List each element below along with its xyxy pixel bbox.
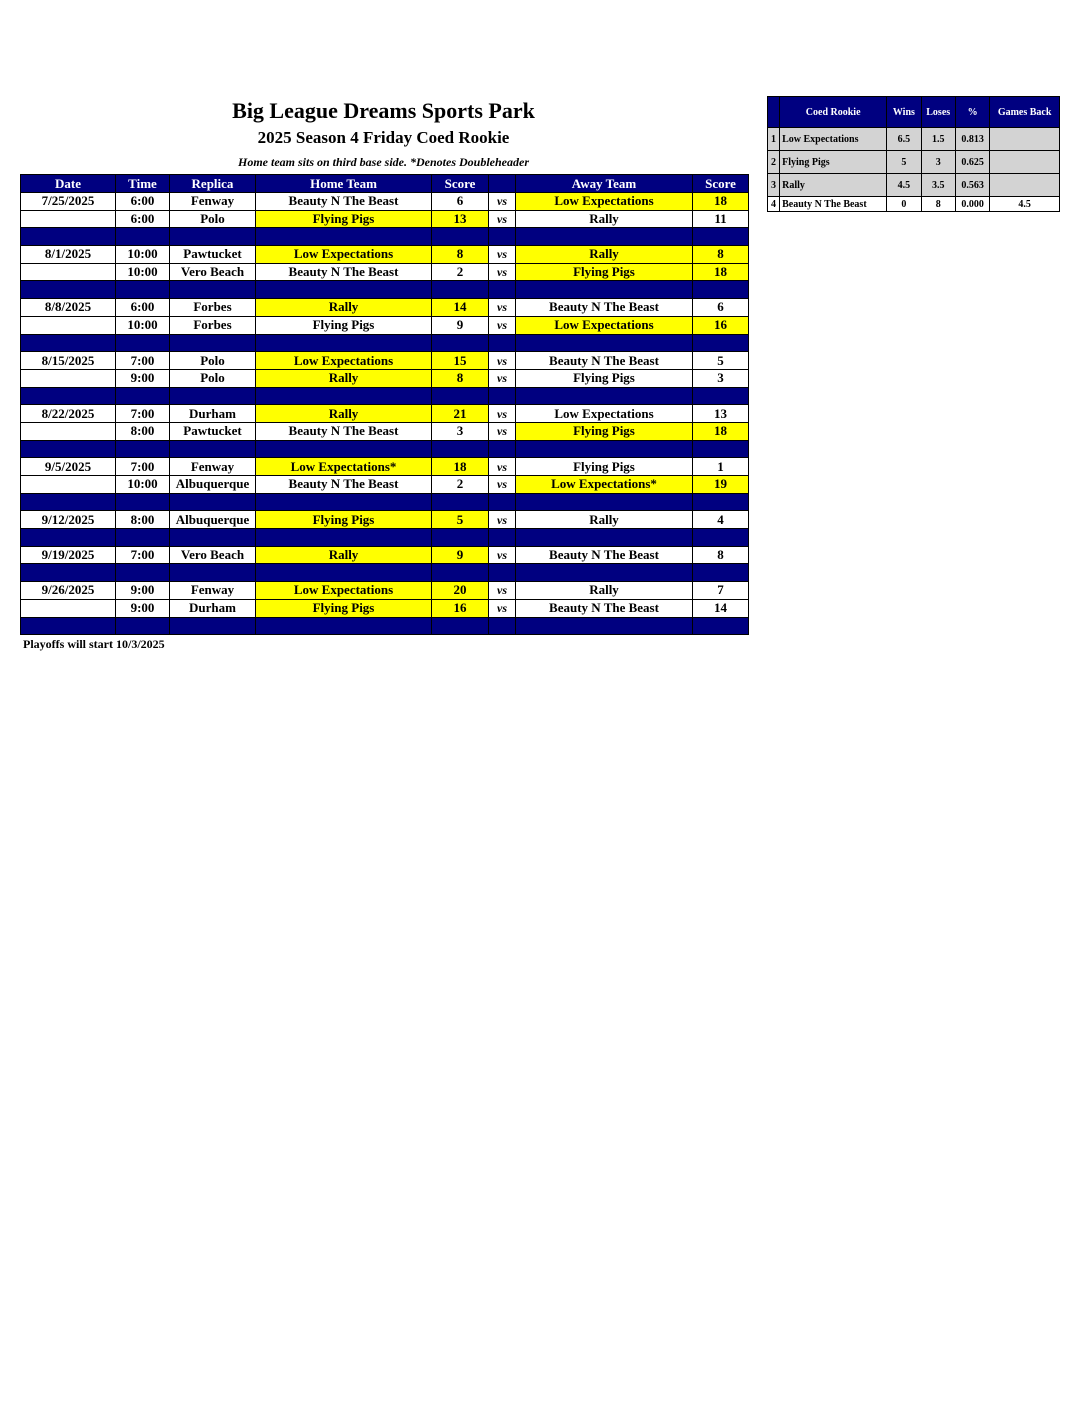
game-time: 7:00 — [116, 546, 170, 564]
separator-cell — [256, 387, 432, 405]
separator-cell — [693, 440, 749, 458]
separator-cell — [516, 617, 693, 635]
away-team: Low Expectations — [516, 405, 693, 423]
standings-team: Low Expectations — [780, 128, 887, 151]
separator-cell — [21, 334, 116, 352]
separator-cell — [21, 529, 116, 547]
game-time: 7:00 — [116, 352, 170, 370]
standings-row — [768, 128, 1060, 151]
separator-cell — [116, 334, 170, 352]
separator-cell — [170, 529, 256, 547]
separator-cell — [256, 281, 432, 299]
game-row — [21, 458, 749, 476]
separator-cell — [693, 564, 749, 582]
col-time: Time — [116, 175, 170, 193]
away-team: Low Expectations* — [516, 476, 693, 494]
separator-cell — [170, 493, 256, 511]
separator-cell — [432, 529, 489, 547]
separator-cell — [256, 564, 432, 582]
vs-label: vs — [489, 193, 516, 211]
game-replica: Polo — [170, 369, 256, 387]
separator-cell — [516, 387, 693, 405]
separator-cell — [432, 617, 489, 635]
separator-cell — [489, 334, 516, 352]
home-score: 21 — [432, 405, 489, 423]
home-team: Flying Pigs — [256, 316, 432, 334]
game-row — [21, 476, 749, 494]
separator-cell — [432, 387, 489, 405]
standings-loses: 3 — [921, 151, 955, 174]
away-score: 8 — [693, 246, 749, 264]
separator-cell — [693, 387, 749, 405]
game-time: 8:00 — [116, 511, 170, 529]
standings-body — [768, 128, 1060, 212]
home-team: Beauty N The Beast — [256, 263, 432, 281]
home-team: Beauty N The Beast — [256, 422, 432, 440]
schedule-table — [20, 174, 749, 635]
separator-cell — [432, 334, 489, 352]
home-team: Low Expectations — [256, 582, 432, 600]
game-time: 10:00 — [116, 316, 170, 334]
standings-row — [768, 174, 1060, 197]
page-subtitle: 2025 Season 4 Friday Coed Rookie — [257, 128, 510, 147]
away-score: 18 — [693, 193, 749, 211]
home-team: Low Expectations* — [256, 458, 432, 476]
game-replica: Albuquerque — [170, 511, 256, 529]
week-separator-row — [21, 493, 749, 511]
game-row — [21, 599, 749, 617]
game-date: 8/1/2025 — [21, 246, 116, 264]
col-home-team: Home Team — [256, 175, 432, 193]
standings-wins: 6.5 — [887, 128, 921, 151]
away-team: Rally — [516, 246, 693, 264]
game-date — [21, 599, 116, 617]
separator-cell — [256, 529, 432, 547]
week-separator-row — [21, 440, 749, 458]
separator-cell — [489, 440, 516, 458]
separator-cell — [693, 281, 749, 299]
separator-cell — [170, 228, 256, 246]
game-row — [21, 582, 749, 600]
separator-cell — [116, 387, 170, 405]
away-score: 18 — [693, 422, 749, 440]
away-team: Beauty N The Beast — [516, 352, 693, 370]
separator-cell — [693, 493, 749, 511]
schedule-body — [21, 193, 749, 635]
away-score: 3 — [693, 369, 749, 387]
away-team: Rally — [516, 511, 693, 529]
separator-cell — [116, 440, 170, 458]
separator-cell — [116, 617, 170, 635]
home-score: 9 — [432, 316, 489, 334]
away-team: Flying Pigs — [516, 422, 693, 440]
game-date: 9/12/2025 — [21, 511, 116, 529]
separator-cell — [432, 440, 489, 458]
separator-cell — [693, 334, 749, 352]
separator-cell — [489, 281, 516, 299]
standings-pct: 0.563 — [955, 174, 989, 197]
game-replica: Forbes — [170, 316, 256, 334]
vs-label: vs — [489, 299, 516, 317]
game-time: 9:00 — [116, 369, 170, 387]
away-team: Low Expectations — [516, 193, 693, 211]
game-row — [21, 263, 749, 281]
vs-label: vs — [489, 210, 516, 228]
vs-label: vs — [489, 246, 516, 264]
separator-cell — [693, 617, 749, 635]
separator-cell — [170, 440, 256, 458]
away-team: Beauty N The Beast — [516, 546, 693, 564]
game-date — [21, 476, 116, 494]
col-date: Date — [21, 175, 116, 193]
home-score: 8 — [432, 369, 489, 387]
separator-cell — [116, 493, 170, 511]
game-date: 9/26/2025 — [21, 582, 116, 600]
game-time: 8:00 — [116, 422, 170, 440]
standings-row — [768, 151, 1060, 174]
away-score: 8 — [693, 546, 749, 564]
home-team: Rally — [256, 299, 432, 317]
separator-cell — [116, 228, 170, 246]
game-time: 6:00 — [116, 299, 170, 317]
game-time: 6:00 — [116, 193, 170, 211]
game-time: 9:00 — [116, 582, 170, 600]
home-score: 5 — [432, 511, 489, 529]
game-time: 10:00 — [116, 246, 170, 264]
standings-team: Flying Pigs — [780, 151, 887, 174]
away-team: Beauty N The Beast — [516, 599, 693, 617]
away-score: 19 — [693, 476, 749, 494]
home-team: Flying Pigs — [256, 210, 432, 228]
separator-cell — [256, 617, 432, 635]
separator-cell — [489, 617, 516, 635]
col-home-score: Score — [432, 175, 489, 193]
away-team: Beauty N The Beast — [516, 299, 693, 317]
vs-label: vs — [489, 405, 516, 423]
standings-loses: 1.5 — [921, 128, 955, 151]
game-row — [21, 299, 749, 317]
separator-cell — [170, 387, 256, 405]
playoffs-note: Playoffs will start 10/3/2025 — [23, 637, 165, 651]
game-replica: Polo — [170, 210, 256, 228]
separator-cell — [116, 564, 170, 582]
away-score: 7 — [693, 582, 749, 600]
standings-loses: 3.5 — [921, 174, 955, 197]
separator-cell — [516, 440, 693, 458]
separator-cell — [21, 564, 116, 582]
separator-cell — [516, 334, 693, 352]
game-row — [21, 316, 749, 334]
home-score: 16 — [432, 599, 489, 617]
separator-cell — [170, 334, 256, 352]
week-separator-row — [21, 334, 749, 352]
vs-label: vs — [489, 263, 516, 281]
game-time: 7:00 — [116, 458, 170, 476]
away-score: 13 — [693, 405, 749, 423]
week-separator-row — [21, 564, 749, 582]
standings-team: Rally — [780, 174, 887, 197]
standings-wins: 4.5 — [887, 174, 921, 197]
schedule-header-row — [21, 175, 749, 193]
vs-label: vs — [489, 599, 516, 617]
game-replica: Fenway — [170, 458, 256, 476]
week-separator-row — [21, 228, 749, 246]
away-team: Flying Pigs — [516, 458, 693, 476]
vs-label: vs — [489, 458, 516, 476]
page-title: Big League Dreams Sports Park — [232, 98, 535, 123]
week-separator-row — [21, 529, 749, 547]
col-replica: Replica — [170, 175, 256, 193]
separator-cell — [256, 493, 432, 511]
home-team: Low Expectations — [256, 352, 432, 370]
away-team: Flying Pigs — [516, 263, 693, 281]
game-replica: Pawtucket — [170, 422, 256, 440]
standings-header-row — [768, 97, 1060, 128]
away-score: 14 — [693, 599, 749, 617]
away-score: 16 — [693, 316, 749, 334]
separator-cell — [489, 387, 516, 405]
home-team: Low Expectations — [256, 246, 432, 264]
standings-games-back — [990, 174, 1060, 197]
week-separator-row — [21, 281, 749, 299]
game-date: 7/25/2025 — [21, 193, 116, 211]
game-replica: Polo — [170, 352, 256, 370]
home-team: Rally — [256, 405, 432, 423]
home-team: Rally — [256, 546, 432, 564]
game-date — [21, 263, 116, 281]
separator-cell — [116, 281, 170, 299]
game-row — [21, 210, 749, 228]
standings-rank: 1 — [768, 128, 780, 151]
standings-col-wins: Wins — [887, 97, 921, 128]
game-row — [21, 369, 749, 387]
standings-pct: 0.625 — [955, 151, 989, 174]
separator-cell — [432, 564, 489, 582]
away-score: 6 — [693, 299, 749, 317]
standings-pct: 0.813 — [955, 128, 989, 151]
game-time: 7:00 — [116, 405, 170, 423]
vs-label: vs — [489, 582, 516, 600]
separator-cell — [170, 281, 256, 299]
page-note: Home team sits on third base side. *Denotes Doubleheader — [238, 155, 529, 169]
game-replica: Durham — [170, 405, 256, 423]
standings-games-back: 4.5 — [990, 197, 1060, 212]
home-score: 20 — [432, 582, 489, 600]
game-row — [21, 511, 749, 529]
game-row — [21, 352, 749, 370]
separator-cell — [489, 564, 516, 582]
home-score: 8 — [432, 246, 489, 264]
separator-cell — [21, 617, 116, 635]
separator-cell — [489, 228, 516, 246]
away-score: 18 — [693, 263, 749, 281]
separator-cell — [432, 281, 489, 299]
col-away-team: Away Team — [516, 175, 693, 193]
standings-loses: 8 — [921, 197, 955, 212]
game-row — [21, 193, 749, 211]
home-team: Beauty N The Beast — [256, 476, 432, 494]
standings-games-back — [990, 128, 1060, 151]
game-replica: Forbes — [170, 299, 256, 317]
separator-cell — [256, 334, 432, 352]
game-date — [21, 369, 116, 387]
separator-cell — [21, 387, 116, 405]
home-score: 13 — [432, 210, 489, 228]
separator-cell — [170, 564, 256, 582]
game-date: 8/15/2025 — [21, 352, 116, 370]
standings-rank: 4 — [768, 197, 780, 212]
home-team: Beauty N The Beast — [256, 193, 432, 211]
standings-col-rank — [768, 97, 780, 128]
game-date: 8/22/2025 — [21, 405, 116, 423]
game-date: 9/5/2025 — [21, 458, 116, 476]
game-date: 8/8/2025 — [21, 299, 116, 317]
home-score: 14 — [432, 299, 489, 317]
away-team: Rally — [516, 582, 693, 600]
standings-pct: 0.000 — [955, 197, 989, 212]
separator-cell — [256, 440, 432, 458]
separator-cell — [516, 564, 693, 582]
game-replica: Durham — [170, 599, 256, 617]
home-score: 2 — [432, 476, 489, 494]
separator-cell — [21, 281, 116, 299]
separator-cell — [116, 529, 170, 547]
home-score: 18 — [432, 458, 489, 476]
away-team: Low Expectations — [516, 316, 693, 334]
game-replica: Vero Beach — [170, 546, 256, 564]
game-row — [21, 405, 749, 423]
standings-games-back — [990, 151, 1060, 174]
standings-col-games-back: Games Back — [990, 97, 1060, 128]
home-team: Flying Pigs — [256, 511, 432, 529]
vs-label: vs — [489, 476, 516, 494]
standings-table — [767, 96, 1060, 212]
game-date — [21, 422, 116, 440]
standings-wins: 0 — [887, 197, 921, 212]
separator-cell — [489, 529, 516, 547]
separator-cell — [489, 493, 516, 511]
game-row — [21, 422, 749, 440]
separator-cell — [693, 228, 749, 246]
game-replica: Fenway — [170, 582, 256, 600]
away-score: 5 — [693, 352, 749, 370]
standings-col-pct: % — [955, 97, 989, 128]
away-score: 11 — [693, 210, 749, 228]
game-time: 6:00 — [116, 210, 170, 228]
separator-cell — [170, 617, 256, 635]
home-score: 9 — [432, 546, 489, 564]
col-vs — [489, 175, 516, 193]
game-time: 10:00 — [116, 476, 170, 494]
away-score: 4 — [693, 511, 749, 529]
away-team: Rally — [516, 210, 693, 228]
separator-cell — [256, 228, 432, 246]
separator-cell — [432, 493, 489, 511]
home-team: Rally — [256, 369, 432, 387]
game-replica: Pawtucket — [170, 246, 256, 264]
vs-label: vs — [489, 316, 516, 334]
week-separator-row — [21, 387, 749, 405]
col-away-score: Score — [693, 175, 749, 193]
game-time: 10:00 — [116, 263, 170, 281]
vs-label: vs — [489, 546, 516, 564]
standings-team: Beauty N The Beast — [780, 197, 887, 212]
game-date — [21, 316, 116, 334]
vs-label: vs — [489, 369, 516, 387]
separator-cell — [516, 529, 693, 547]
separator-cell — [516, 281, 693, 299]
vs-label: vs — [489, 422, 516, 440]
standings-col-team: Coed Rookie — [780, 97, 887, 128]
game-date — [21, 210, 116, 228]
separator-cell — [21, 493, 116, 511]
game-row — [21, 246, 749, 264]
separator-cell — [693, 529, 749, 547]
separator-cell — [432, 228, 489, 246]
away-team: Flying Pigs — [516, 369, 693, 387]
game-replica: Albuquerque — [170, 476, 256, 494]
home-score: 2 — [432, 263, 489, 281]
standings-row — [768, 197, 1060, 212]
week-separator-row — [21, 617, 749, 635]
game-date: 9/19/2025 — [21, 546, 116, 564]
separator-cell — [21, 440, 116, 458]
home-score: 6 — [432, 193, 489, 211]
vs-label: vs — [489, 352, 516, 370]
game-replica: Fenway — [170, 193, 256, 211]
standings-rank: 3 — [768, 174, 780, 197]
game-time: 9:00 — [116, 599, 170, 617]
standings-col-loses: Loses — [921, 97, 955, 128]
game-replica: Vero Beach — [170, 263, 256, 281]
separator-cell — [516, 493, 693, 511]
home-team: Flying Pigs — [256, 599, 432, 617]
separator-cell — [21, 228, 116, 246]
away-score: 1 — [693, 458, 749, 476]
vs-label: vs — [489, 511, 516, 529]
standings-wins: 5 — [887, 151, 921, 174]
home-score: 15 — [432, 352, 489, 370]
standings-rank: 2 — [768, 151, 780, 174]
game-row — [21, 546, 749, 564]
separator-cell — [516, 228, 693, 246]
home-score: 3 — [432, 422, 489, 440]
